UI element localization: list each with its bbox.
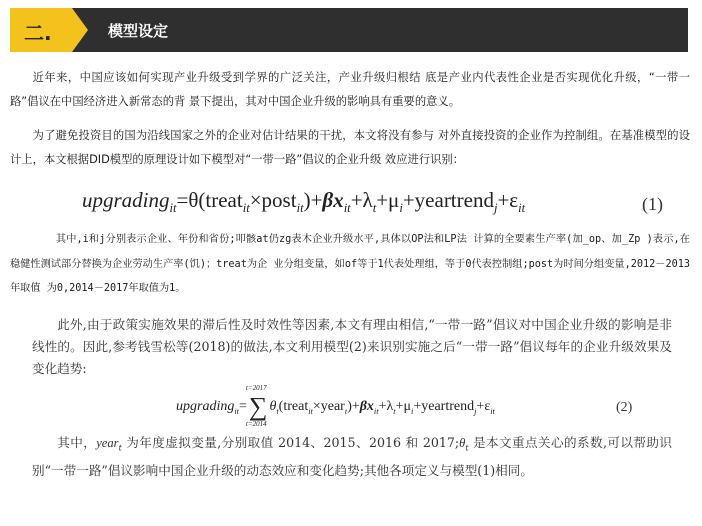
- section-header: [10, 8, 688, 52]
- section-number-arrow: [72, 8, 88, 52]
- summation-symbol: t=2017 ∑ t=2014: [245, 384, 268, 428]
- paragraph-intro: 近年来，中国应该如何实现产业升级受到学界的广泛关注，产业升级归根结 底是产业内代表性企业是否实现优化升级，“一带一路”倡议在中国经济进入新常态的背 景下提出，其对中国企业升级的影响具有重要的意义。: [10, 71, 690, 108]
- equation-1-number: (1): [642, 194, 663, 214]
- paragraph-variable-definitions: 其中,i和j分别表示企业、年份和省份;叩骸at仍zg表木企业升级水平,具体以OP法和LP法 计算的全要素生产率(加_op、加_Zp )表示,在稳健性测试部分替换为企业劳动生产率(饥)；treat为企 业分组变量，如of等于1代表处理组，等于0代表控制组;post为时间分组变量,2012－2013年取值 为0,2014－2017年取值为1。: [10, 234, 690, 294]
- equation-2: upgrading$_{it}$= t=2017 ∑ t=2014 $\theta_t(treat_{it}\times year_t)+\beta x_{it}+\lambda_t+\mu_i+yeartrend_j+\varepsilon_{it}$: [176, 384, 495, 428]
- paragraph-year-dummies: 其中，year$_t$ 为年度虚拟变量,分别取值 2014、2015、2016 和 $2017;\theta_t$ 是本文重点关心的系数,可以帮助识别“一带一路”倡议影响中国企业升级的动态效应和变化趋势;其他各项定义与模型(1)相同。: [32, 435, 673, 478]
- paragraph-nonlinear-effects: 此外,由于政策实施效果的滞后性及时效性等因素,本文有理由相信,“一带一路”倡议对中国企业升级的影响是非线性的。因此,参考钱雪松等(2018)的做法,本文利用模型(2)来识别实施之后“一带一路”倡议每年的企业升级效果及变化趋势:: [32, 317, 672, 376]
- paragraph-control-group: 为了避免投资目的国为沿线国家之外的企业对估计结果的干扰，本文将没有参与 对外直接投资的企业作为控制组。在基准模型的设计上，本文根据DID模型的原理设计如下模型对“一带一路”倡议的企业升级 效应进行识别：: [10, 129, 690, 166]
- section-number: 二.: [24, 21, 52, 45]
- equation-1: $upgrading_{it}=\theta(treat_{it}\times post_{it})+\beta x_{it}+\lambda_t+\mu_i+yeartrend_j+\varepsilon_{it}$: [82, 188, 526, 216]
- equation-2-number: (2): [616, 400, 633, 415]
- section-title: 模型设定: [108, 22, 169, 40]
